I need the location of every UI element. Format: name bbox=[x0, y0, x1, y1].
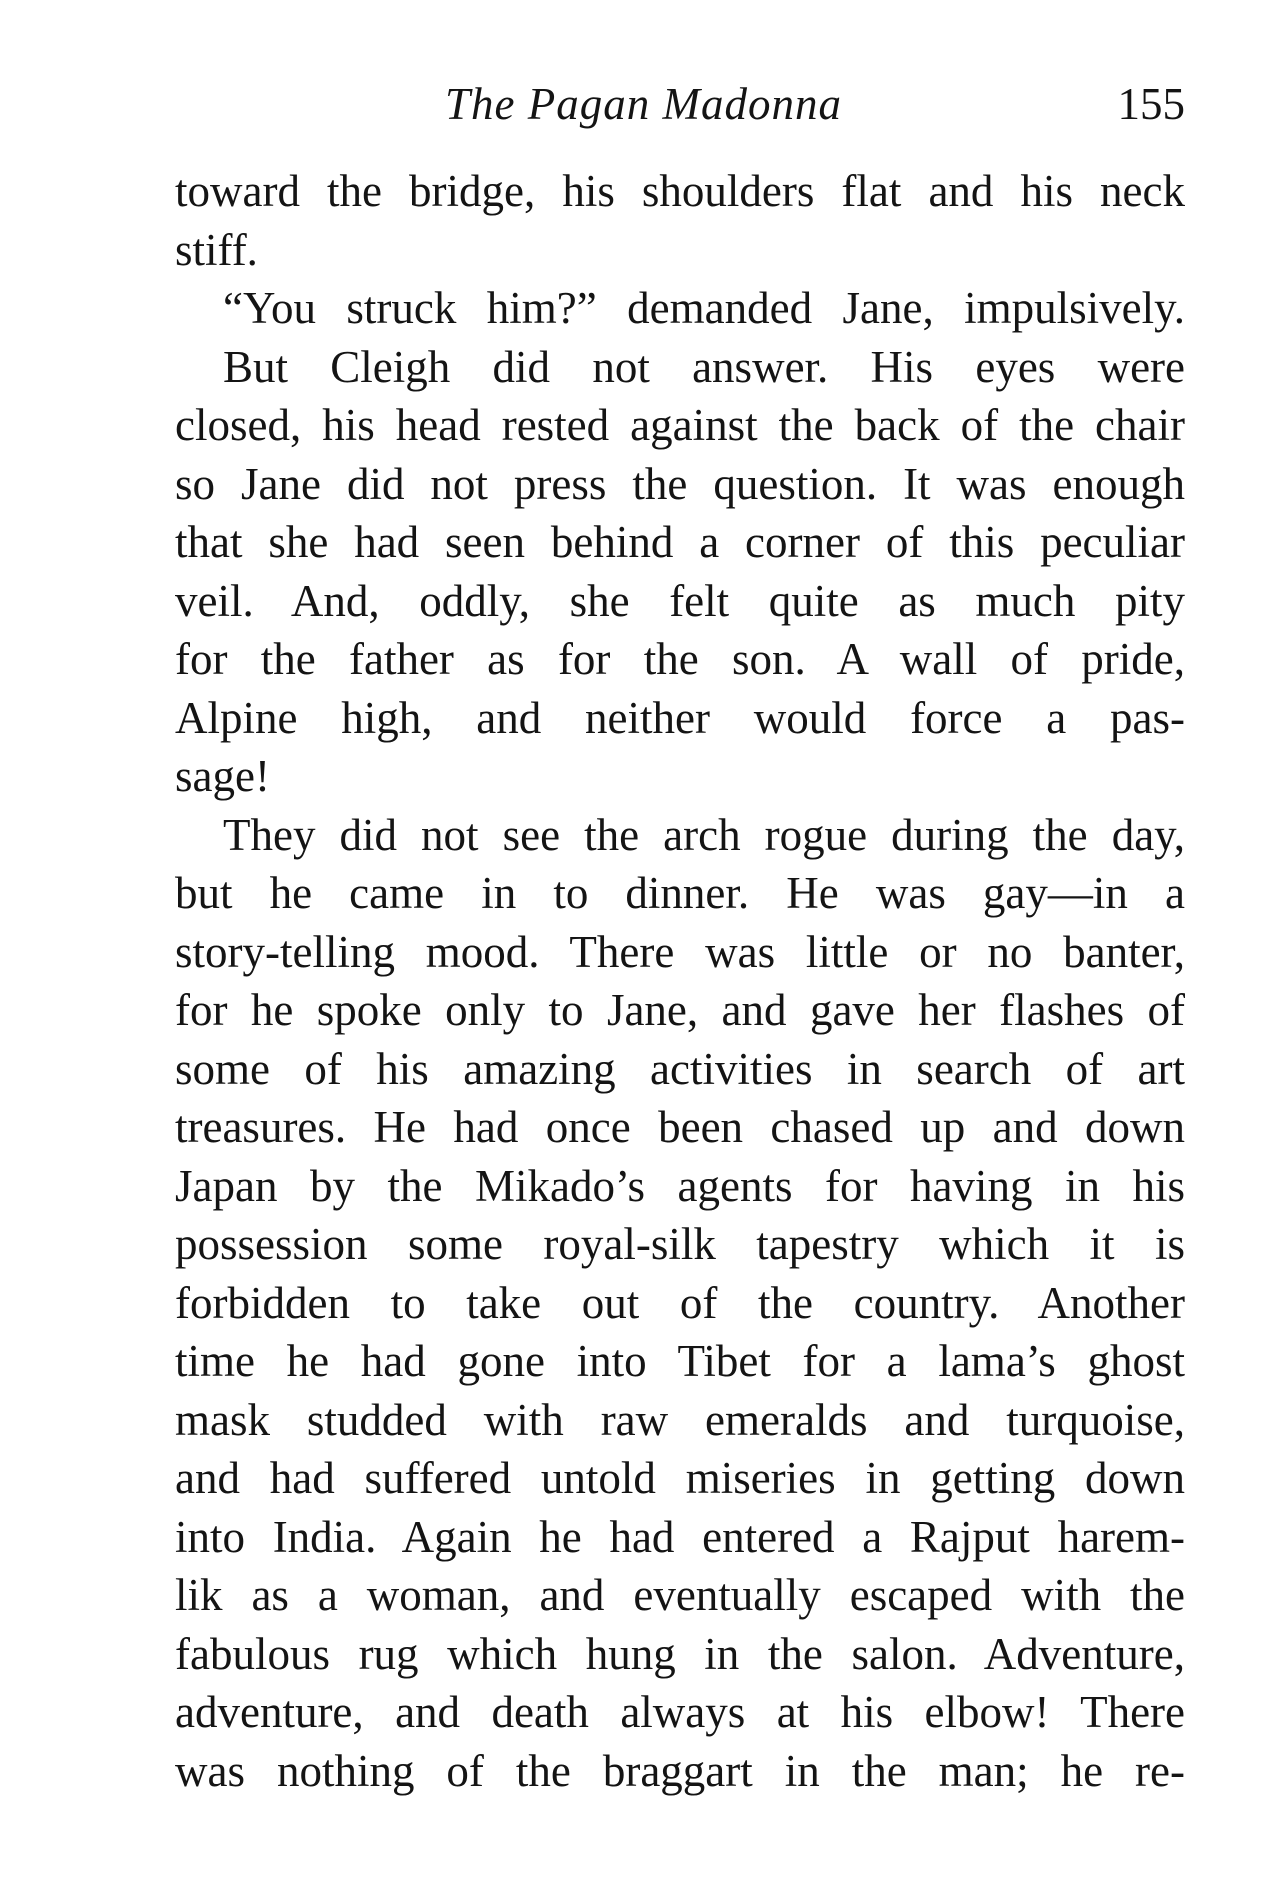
text-line: time he had gone into Tibet for a lama’s ghost bbox=[175, 1336, 1185, 1386]
text-line: mask studded with raw emeralds and turquoise, bbox=[175, 1394, 1185, 1445]
text-line: closed, his head rested against the back of the chair bbox=[175, 400, 1185, 450]
text-line: adventure, and death always at his elbow! There bbox=[175, 1687, 1185, 1737]
text-line: But Cleigh did not answer. His eyes were bbox=[223, 341, 1185, 392]
text-line: so Jane did not press the question. It was enough bbox=[175, 458, 1185, 509]
text-line: They did not see the arch rogue during the day, bbox=[223, 809, 1185, 860]
text-line: sage! bbox=[175, 751, 270, 801]
text-line: for he spoke only to Jane, and gave her flashes of bbox=[175, 985, 1185, 1035]
text-line: forbidden to take out of the country. Another bbox=[175, 1277, 1185, 1328]
text-line: was nothing of the braggart in the man; he re- bbox=[175, 1745, 1185, 1796]
text-line: veil. And, oddly, she felt quite as much pity bbox=[175, 575, 1185, 626]
text-line: toward the bridge, his shoulders flat and his neck bbox=[175, 166, 1185, 216]
text-line: some of his amazing activities in search of art bbox=[175, 1043, 1185, 1094]
body-text bbox=[175, 162, 1185, 1800]
page-header bbox=[175, 78, 1185, 138]
text-line: but he came in to dinner. He was gay—in a bbox=[175, 868, 1185, 918]
text-line: “You struck him?” demanded Jane, impulsively. bbox=[223, 283, 1185, 333]
page-number: 155 bbox=[1117, 79, 1185, 129]
text-line: and had suffered untold miseries in getting down bbox=[175, 1453, 1185, 1503]
text-line: treasures. He had once been chased up and down bbox=[175, 1102, 1185, 1152]
text-line: Japan by the Mikado’s agents for having in his bbox=[175, 1160, 1185, 1211]
text-line: that she had seen behind a corner of this peculiar bbox=[175, 517, 1185, 567]
text-line: lik as a woman, and eventually escaped with the bbox=[175, 1570, 1185, 1620]
text-line: fabulous rug which hung in the salon. Adventure, bbox=[175, 1628, 1185, 1679]
text-line: into India. Again he had entered a Rajput harem- bbox=[175, 1511, 1185, 1562]
text-line: story-telling mood. There was little or no banter, bbox=[175, 926, 1185, 977]
text-line: stiff. bbox=[175, 224, 258, 275]
text-line: Alpine high, and neither would force a pas- bbox=[175, 692, 1185, 743]
text-line: possession some royal-silk tapestry which it is bbox=[175, 1219, 1185, 1269]
text-line: for the father as for the son. A wall of pride, bbox=[175, 634, 1185, 684]
running-title: The Pagan Madonna bbox=[445, 79, 842, 129]
